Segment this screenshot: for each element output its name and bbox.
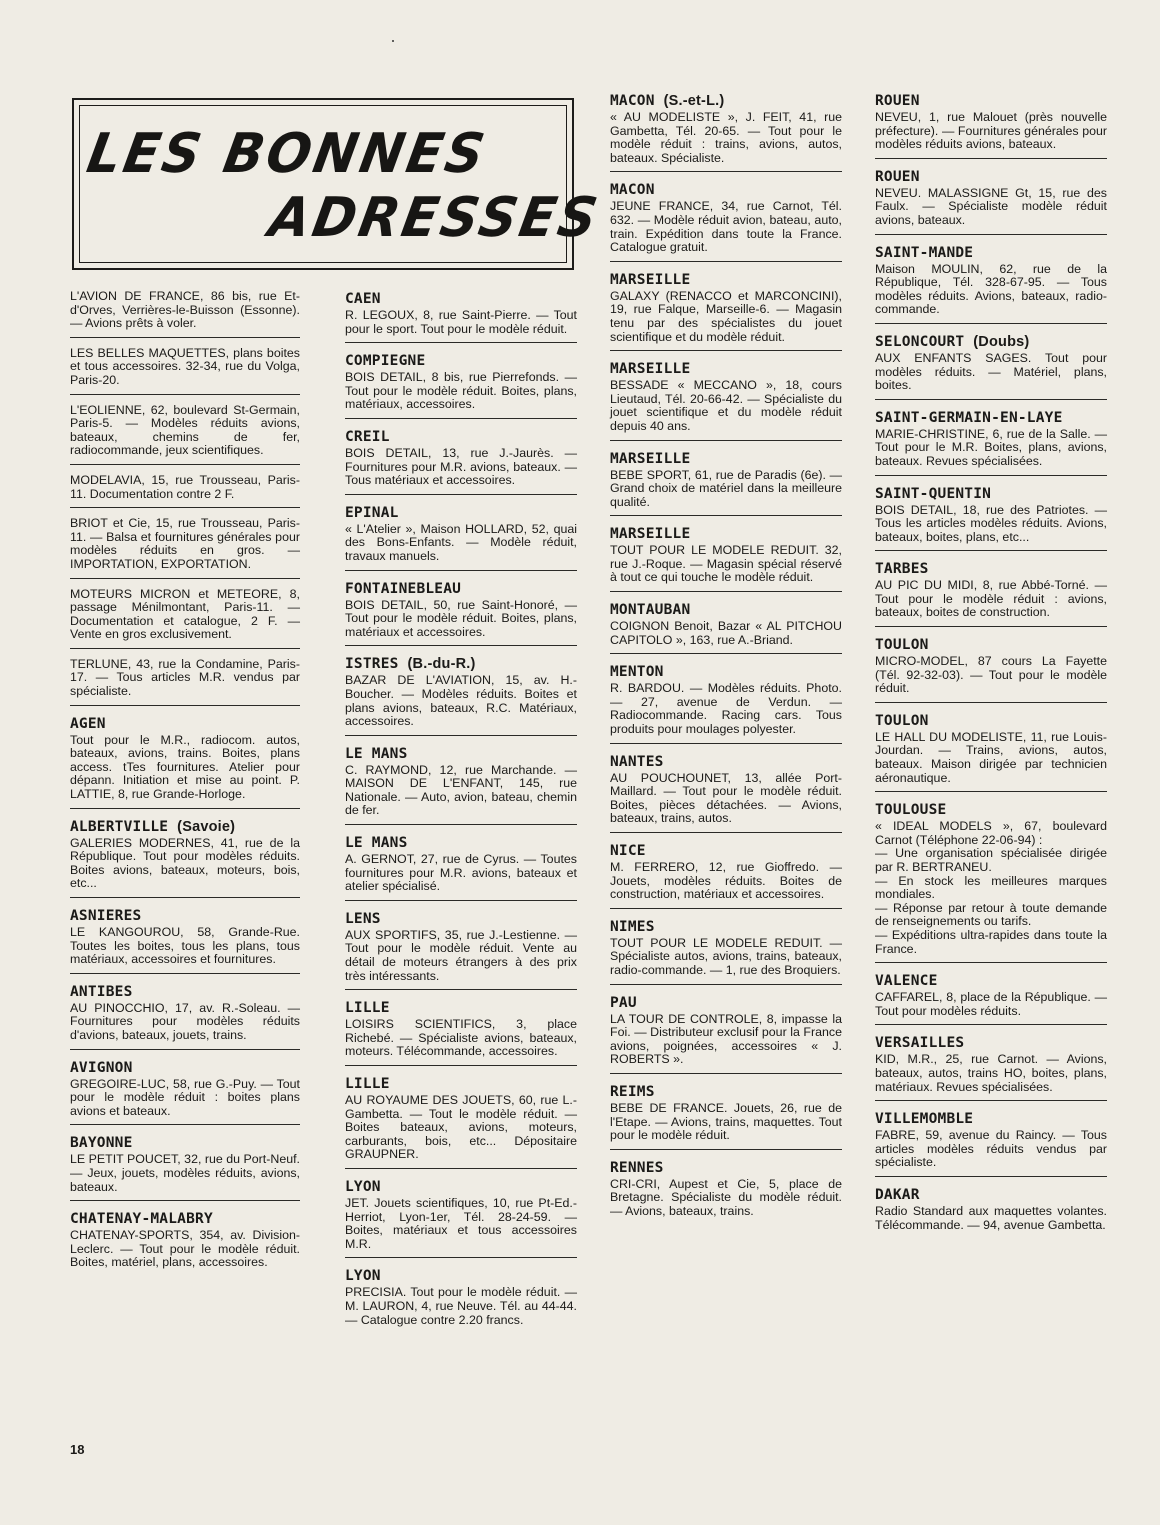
listing-text: LOISIRS SCIENTIFICS, 3, place Richebé. — Spécialiste avions, bateaux, moteurs. Télécommande, accessoires. (345, 1017, 577, 1059)
listing-entry (345, 655, 577, 735)
listing-text: MARIE-CHRISTINE, 6, rue de la Salle. — Tout pour le M.R. Boites, plans, avions, bateaux. Revues spécialisées. (875, 426, 1107, 468)
city-region: (Doubs) (973, 333, 1030, 350)
listing-text: LES BELLES MAQUETTES, plans boites et tous accessoires. 32-34, rue du Volga, Paris-20. (70, 345, 300, 387)
city-heading (345, 1075, 577, 1093)
listing-entry (70, 517, 300, 578)
city-heading (345, 428, 577, 446)
listing-entry (345, 745, 577, 825)
listing-entry (345, 580, 577, 647)
listing-text: CRI-CRI, Aupest et Cie, 5, place de Bretagne. Spécialiste du modèle réduit. — Avions, bateaux, trains. (610, 1176, 842, 1218)
listing-entry (610, 525, 842, 592)
city-name: SAINT-GERMAIN-EN-LAYE (875, 409, 1063, 426)
listing-entry (610, 994, 842, 1074)
listing-text: NEVEU. MALASSIGNE Gt, 15, rue des Faulx. — Spécialiste modèle réduit avions, bateaux. (875, 185, 1107, 227)
city-heading (610, 601, 842, 619)
listing-text: AU POUCHOUNET, 13, allée Port-Maillard. — Tout pour le modèle réduit. Boites, pièces détachées. — Avions, bateaux, trains, autos. (610, 770, 842, 826)
page-number: 18 (70, 1442, 85, 1457)
listing-text: AUX SPORTIFS, 35, rue J.-Lestienne. — Tout pour le modèle réduit. Vente au détail de moteurs étrangers à des prix très intéressants. (345, 927, 577, 983)
city-heading (875, 1110, 1107, 1128)
listing-text: KID, M.R., 25, rue Carnot. — Avions, bateaux, autos, trains HO, boites, plans, matériaux. Revues spécialisées. (875, 1052, 1107, 1094)
city-name: ROUEN (875, 93, 920, 109)
city-name: LENS (345, 910, 381, 927)
listing-text: GREGOIRE-LUC, 58, rue G.-Puy. — Tout pour le modèle réduit : boites plans avions et bateaux. (70, 1076, 300, 1118)
listing-text: TOUT POUR LE MODELE REDUIT. — Spécialiste autos, avions, trains, bateaux, radio-commande. — 1, rue des Broquiers. (610, 935, 842, 977)
listing-entry (345, 504, 577, 571)
city-name: COMPIEGNE (345, 353, 426, 370)
city-heading (610, 994, 842, 1012)
city-name: FONTAINEBLEAU (345, 580, 462, 597)
listing-text: PRECISIA. Tout pour le modèle réduit. — M. LAURON, 4, rue Neuve. Tél. au 44-44. — Catalogue contre 2.20 francs. (345, 1285, 577, 1327)
city-heading (345, 580, 577, 598)
city-heading (875, 92, 1107, 110)
listing-entry (70, 588, 300, 649)
listing-text: L'EOLIENNE, 62, boulevard St-Germain, Paris-5. — Modèles réduits avions, bateaux, chemins de fer, radiocommande, jeux scientifiques. (70, 402, 300, 458)
listing-entry (70, 1059, 300, 1126)
listing-entry (70, 474, 300, 508)
listing-text: JET. Jouets scientifiques, 10, rue Pt-Ed.-Herriot, Lyon-1er, Tél. 28-24-59. — Boites, matériaux et tous accessoires M.R. (345, 1195, 577, 1251)
city-name: PAU (610, 994, 637, 1011)
city-name: LILLE (345, 1076, 390, 1092)
listing-text: C. RAYMOND, 12, rue Marchande. — MAISON DE L'ENFANT, 145, rue Nationale. — Auto, avion, bateau, chemin de fer. (345, 762, 577, 818)
city-heading (610, 842, 842, 860)
city-heading (610, 663, 842, 681)
listing-entry (875, 333, 1107, 400)
listing-text: Maison MOULIN, 62, rue de la République, Tél. 328-67-95. — Tous modèles réduits. Avions, bateaux, radio-commande. (875, 261, 1107, 317)
listing-entry (70, 290, 300, 338)
listing-entry (345, 910, 577, 990)
listing-text: MICRO-MODEL, 87 cours La Fayette (Tél. 92-32-03). — Tout pour le modèle réduit. (875, 654, 1107, 696)
city-name: MARSEILLE (610, 526, 691, 543)
city-name: REIMS (610, 1083, 655, 1100)
city-heading (70, 983, 300, 1001)
city-heading (610, 753, 842, 771)
city-name: MONTAUBAN (610, 602, 691, 619)
listing-entry (610, 663, 842, 743)
listing-entry (610, 842, 842, 909)
city-heading (345, 1178, 577, 1196)
listing-text: BOIS DETAIL, 18, rue des Patriotes. — Tous les articles modèles réduits. Avions, bateaux, boites, plans, etc... (875, 502, 1107, 544)
listing-text: NEVEU, 1, rue Malouet (près nouvelle préfecture). — Fournitures générales pour modèles réduits avions, bateaux. (875, 110, 1107, 152)
listing-text: LE PETIT POUCET, 32, rue du Port-Neuf. — Jeux, jouets, modèles réduits, avions, bateaux. (70, 1152, 300, 1194)
city-name: CAEN (345, 291, 381, 307)
city-name: EPINAL (345, 504, 399, 521)
city-name: LYON (345, 1178, 381, 1195)
city-heading (875, 244, 1107, 262)
city-heading (610, 1083, 842, 1101)
city-name: VILLEMOMBLE (875, 1111, 974, 1128)
city-name: SAINT-MANDE (875, 244, 974, 261)
listing-entry (345, 352, 577, 419)
listing-entry (345, 1075, 577, 1169)
listing-entry (875, 972, 1107, 1025)
listing-text: BRIOT et Cie, 15, rue Trousseau, Paris-11. — Balsa et fournitures générales pour modèles réduits en gros. — IMPORTATION, EXPORTATION. (70, 516, 300, 571)
city-name: LILLE (345, 1000, 390, 1017)
city-name: AVIGNON (70, 1059, 133, 1076)
listing-text: « AU MODELISTE », J. FEIT, 41, rue Gambetta, Tél. 20-65. — Tout pour le modèle réduit : trains, avions, autos, bateaux. Spécialiste. (610, 110, 842, 165)
city-heading (345, 504, 577, 522)
listing-entry (610, 753, 842, 833)
city-heading (875, 168, 1107, 186)
listing-entry (875, 409, 1107, 476)
city-heading (610, 181, 842, 199)
city-heading (345, 834, 577, 852)
listing-text: « L'Atelier », Maison HOLLARD, 52, quai des Bons-Enfants. — Modèle réduit, travaux manuels. (345, 521, 577, 563)
listing-text: A. GERNOT, 27, rue de Cyrus. — Toutes fournitures pour M.R. avions, bateaux et atelier spécialisé. (345, 852, 577, 894)
city-name: VERSAILLES (875, 1035, 965, 1052)
listing-entry (875, 801, 1107, 963)
listing-entry (345, 999, 577, 1066)
city-heading (345, 290, 577, 308)
city-name: MARSEILLE (610, 271, 691, 288)
listing-entry (70, 658, 300, 706)
listing-text: R. LEGOUX, 8, rue Saint-Pierre. — Tout pour le sport. Tout pour le modèle réduit. (345, 308, 577, 336)
city-name: LYON (345, 1268, 381, 1285)
listing-entry (610, 271, 842, 351)
listing-entry (345, 1178, 577, 1258)
listing-text: LE KANGOUROU, 58, Grande-Rue. Toutes les boites, tous les plans, tous matériaux, accessoires et fournitures. (70, 925, 300, 967)
listing-entry (610, 1083, 842, 1150)
listing-entry (610, 1159, 842, 1225)
city-name: ANTIBES (70, 983, 133, 1000)
listing-entry (70, 347, 300, 395)
city-name: RENNES (610, 1159, 664, 1176)
listing-text: BOIS DETAIL, 13, rue J.-Jaurès. — Fournitures pour M.R. avions, bateaux. — Tous matériaux et accessoires. (345, 445, 577, 488)
city-heading (345, 745, 577, 763)
listing-text: Radio Standard aux maquettes volantes. Télécommande. — 94, avenue Gambetta. (875, 1203, 1107, 1232)
city-name: LE MANS (345, 745, 408, 762)
title-line-1: LES BONNES (82, 122, 492, 186)
listing-entry (610, 918, 842, 985)
city-heading (345, 999, 577, 1017)
listing-text: M. FERRERO, 12, rue Gioffredo. — Jouets, modèles réduits. Boites de construction, matériaux et accessoires. (610, 860, 842, 902)
listing-text: BEBE DE FRANCE. Jouets, 26, rue de l'Etape. — Avions, trains, maquettes. Tout pour le modèle réduit. (610, 1100, 842, 1143)
city-heading (875, 972, 1107, 990)
listing-text: JEUNE FRANCE, 34, rue Carnot, Tél. 632. — Modèle réduit avion, bateau, auto, train. Expédition dans toute la France. Catalogue gratuit. (610, 199, 842, 255)
city-name: NANTES (610, 753, 664, 770)
listing-text: AUX ENFANTS SAGES. Tout pour modèles réduits. — Matériel, plans, boites. (875, 350, 1107, 393)
listing-entry (610, 92, 842, 172)
title-line-2: ADRESSES (264, 186, 605, 250)
city-name: TOULOUSE (875, 802, 947, 819)
listing-entry (345, 290, 577, 343)
listing-text: MOTEURS MICRON et METEORE, 8, passage Ménilmontant, Paris-11. — Documentation et catalogue, 2 F. — Vente en gros exclusivement. (70, 586, 300, 642)
city-heading (875, 485, 1107, 503)
city-heading (610, 360, 842, 378)
column-3 (610, 92, 842, 1234)
column-2 (345, 290, 577, 1342)
listing-entry (875, 485, 1107, 552)
city-heading (875, 409, 1107, 427)
listing-text: CHATENAY-SPORTS, 354, av. Division-Leclerc. — Tout pour le modèle réduit. Boites, matériel, plans, accessoires. (70, 1228, 300, 1270)
listing-text: TOUT POUR LE MODELE REDUIT. 32, rue J.-Roque. — Magasin spécial réservé à tout ce qui touche le modèle réduit. (610, 543, 842, 585)
listing-entry (875, 244, 1107, 324)
city-name: MENTON (610, 664, 664, 681)
city-name: TARBES (875, 561, 929, 578)
city-heading (345, 1267, 577, 1285)
city-heading (610, 271, 842, 289)
city-heading (345, 910, 577, 928)
city-name: BAYONNE (70, 1135, 133, 1152)
city-heading (875, 560, 1107, 578)
city-heading (345, 655, 577, 673)
city-name: CHATENAY-MALABRY (70, 1211, 213, 1228)
city-name: ALBERTVILLE (70, 818, 169, 835)
listing-entry (70, 715, 300, 809)
city-name: MACON (610, 182, 655, 199)
city-name: VALENCE (875, 973, 938, 990)
listing-entry (70, 983, 300, 1050)
city-name: LE MANS (345, 835, 408, 852)
listing-entry (610, 181, 842, 261)
listing-text: « IDEAL MODELS », 67, boulevard Carnot (Téléphone 22-06-94) : — Une organisation spécialisée dirigée par R. BERTRANEU. — En stock les meilleures marques mondiales. — Réponse par retour à toute demande de renseignements ou tarifs. — Expéditions ultra-rapides dans toute la France. (875, 819, 1107, 956)
listing-text: TERLUNE, 43, rue la Condamine, Paris-17. — Tous articles M.R. vendus par spécialiste. (70, 656, 300, 699)
city-region: (B.-du-R.) (407, 656, 476, 673)
listing-entry (875, 712, 1107, 792)
city-region: (S.-et-L.) (663, 93, 725, 109)
city-name: MARSEILLE (610, 361, 691, 378)
city-name: ASNIERES (70, 908, 142, 924)
listing-entry (610, 360, 842, 440)
print-speck (392, 40, 394, 42)
city-region: (Savoie) (177, 818, 236, 835)
listing-text: AU ROYAUME DES JOUETS, 60, rue L.-Gambetta. — Tout le modèle réduit. — Boites bateaux, avions, moteurs, carburants, bois, etc... Dépositaire GRAUPNER. (345, 1093, 577, 1162)
city-heading (610, 92, 842, 110)
city-heading (610, 525, 842, 543)
city-heading (875, 333, 1107, 351)
city-name: SAINT-QUENTIN (875, 485, 992, 502)
city-heading (610, 1159, 842, 1177)
city-name: AGEN (70, 715, 106, 732)
listing-text: Tout pour le M.R., radiocom. autos, bateaux, avions, trains. Boites, plans access. tTes fournitures. Atelier pour dépann. Initiation et mise au point. P. LATTIE, 8, rue Grande-Horloge. (70, 732, 300, 802)
listing-entry (875, 1186, 1107, 1238)
city-heading (70, 907, 300, 925)
city-heading (70, 1059, 300, 1077)
listing-text: GALERIES MODERNES, 41, rue de la République. Tout pour modèles réduits. Boites avions, bateaux, moteurs, bois, etc... (70, 835, 300, 891)
column-4 (875, 92, 1107, 1247)
city-name: DAKAR (875, 1186, 920, 1203)
listing-entry (70, 1210, 300, 1276)
city-heading (875, 1034, 1107, 1052)
listing-entry (875, 636, 1107, 703)
listing-text: L'AVION DE FRANCE, 86 bis, rue Et-d'Orves, Verrières-le-Buisson (Essonne). — Avions prêts à voler. (70, 289, 300, 331)
city-heading (610, 450, 842, 468)
listing-text: R. BARDOU. — Modèles réduits. Photo. — 27, avenue de Verdun. — Radiocommande. Racing cars. Tous produits pour moulages polyester. (610, 681, 842, 737)
listing-text: BEBE SPORT, 61, rue de Paradis (6e). — Grand choix de matériel dans la meilleure qualité. (610, 467, 842, 509)
listing-entry (610, 450, 842, 517)
listing-entry (875, 168, 1107, 235)
city-name: ISTRES (345, 656, 399, 673)
city-name: TOULON (875, 712, 929, 729)
city-name: TOULON (875, 637, 929, 654)
listing-text: CAFFAREL, 8, place de la République. — Tout pour modèles réduits. (875, 990, 1107, 1018)
listing-text: FABRE, 59, avenue du Raincy. — Tous articles modèles réduits vendus par spécialiste. (875, 1128, 1107, 1170)
listing-entry (345, 428, 577, 495)
listing-text: GALAXY (RENACCO et MARCONCINI), 19, rue Falque, Marseille-6. — Magasin tenu par des spécialistes du jouet scientifique et du modèle réduit. (610, 288, 842, 344)
listing-entry (610, 601, 842, 654)
city-heading (875, 712, 1107, 730)
listing-text: LE HALL DU MODELISTE, 11, rue Louis-Jourdan. — Trains, avions, autos, bateaux. Maison dirigée par technicien aéronautique. (875, 729, 1107, 785)
city-heading (875, 801, 1107, 819)
city-name: NICE (610, 843, 646, 859)
title-box (72, 98, 605, 270)
listing-text: BOIS DETAIL, 8 bis, rue Pierrefonds. — Tout pour le modèle réduit. Boites, plans, matériaux, accessoires. (345, 370, 577, 412)
city-heading (875, 1186, 1107, 1204)
city-name: NIMES (610, 918, 655, 935)
city-name: MACON (610, 93, 655, 109)
listing-text: MODELAVIA, 15, rue Trousseau, Paris-11. Documentation contre 2 F. (70, 472, 300, 501)
column-1 (70, 290, 300, 1285)
city-heading (70, 715, 300, 733)
listing-entry (875, 1034, 1107, 1101)
city-heading (345, 352, 577, 370)
listing-entry (70, 907, 300, 974)
city-name: SELONCOURT (875, 333, 965, 350)
listing-text: BAZAR DE L'AVIATION, 15, av. H.-Boucher. — Modèles réduits. Boites et plans avions, bateaux, R.C. Matériaux, accessoires. (345, 673, 577, 729)
city-heading (875, 636, 1107, 654)
city-heading (70, 1210, 300, 1228)
city-name: MARSEILLE (610, 450, 691, 467)
city-heading (70, 818, 300, 836)
listing-text: COIGNON Benoit, Bazar « AL PITCHOU CAPITOLO », 163, rue A.-Briand. (610, 619, 842, 647)
listing-text: AU PINOCCHIO, 17, av. R.-Soleau. — Fournitures pour modèles réduits d'avions, bateaux, jouets, trains. (70, 1000, 300, 1042)
city-heading (70, 1134, 300, 1152)
city-name: CREIL (345, 428, 390, 445)
listing-text: BESSADE « MECCANO », 18, cours Lieutaud, Tél. 20-66-42. — Spécialiste du jouet scientifique et du modèle réduit depuis 40 ans. (610, 378, 842, 433)
listing-entry (70, 1134, 300, 1201)
listing-text: AU PIC DU MIDI, 8, rue Abbé-Torné. — Tout pour le modèle réduit : avions, bateaux, boites de construction. (875, 578, 1107, 620)
city-name: ROUEN (875, 168, 920, 185)
listing-entry (70, 404, 300, 465)
listing-entry (70, 818, 300, 898)
listing-entry (875, 92, 1107, 159)
listing-entry (875, 560, 1107, 627)
listing-entry (345, 834, 577, 901)
listing-entry (345, 1267, 577, 1333)
listing-entry (875, 1110, 1107, 1177)
listing-text: LA TOUR DE CONTROLE, 8, impasse la Foi. — Distributeur exclusif pour la France avions, poignées, accessoires « J. ROBERTS ». (610, 1011, 842, 1067)
city-heading (610, 918, 842, 936)
listing-text: BOIS DETAIL, 50, rue Saint-Honoré, — Tout pour le modèle réduit. Boites, plans, matériaux et accessoires. (345, 597, 577, 639)
